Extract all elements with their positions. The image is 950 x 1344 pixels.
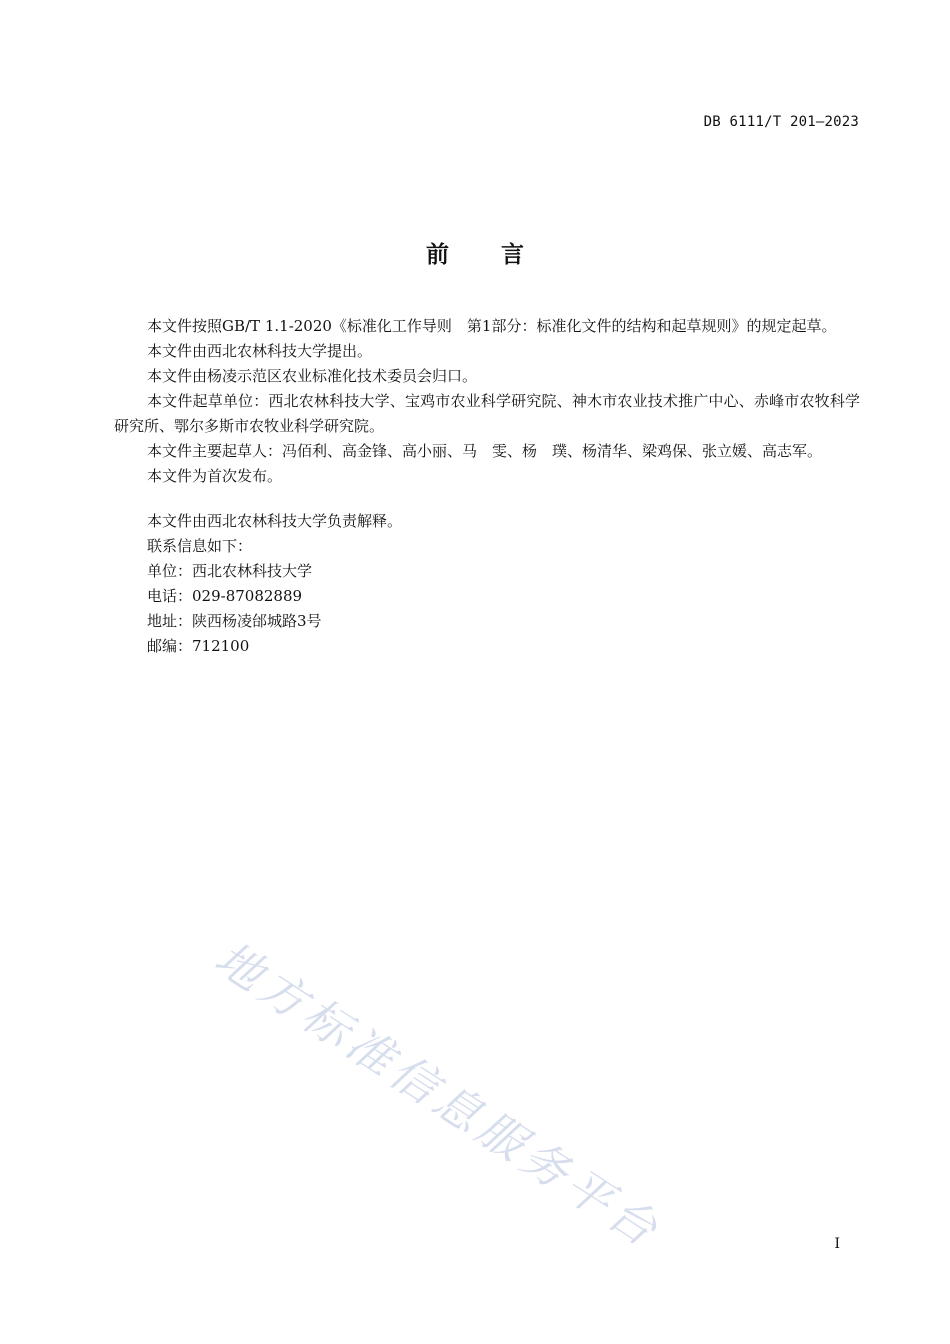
paragraph-first-release: 本文件为首次发布。 [147, 467, 283, 485]
page-title: 前言 [426, 242, 576, 268]
paragraph-proposer: 本文件由西北农林科技大学提出。 [147, 342, 373, 360]
page-number: I [834, 1236, 840, 1252]
contact-postcode: 邮编：712100 [147, 637, 250, 655]
paragraph-drafters: 本文件主要起草人：冯佰利、高金锋、高小丽、马 雯、杨 璞、杨清华、梁鸡保、张立媛、高志军。 [147, 442, 823, 460]
section-gap [114, 489, 860, 509]
contact-phone: 电话：029-87082889 [147, 587, 303, 605]
standard-code: DB 6111/T 201—2023 [703, 114, 859, 130]
watermark-text: 地方标准信息服务平台 [205, 930, 672, 1260]
contact-unit: 单位：西北农林科技大学 [147, 562, 313, 580]
contact-intro: 联系信息如下： [147, 537, 253, 555]
paragraph-drafting-units: 本文件起草单位：西北农林科技大学、宝鸡市农业科学研究院、神木市农业技术推广中心、赤峰市农牧科学研究所、鄂尔多斯市农牧业科学研究院。 [114, 392, 860, 435]
paragraph-centralized-unit: 本文件由杨凌示范区农业标准化技术委员会归口。 [147, 367, 478, 385]
contact-address: 地址：陕西杨凌邰城路3号 [147, 612, 322, 630]
foreword-body [114, 314, 860, 659]
contact-explanation: 本文件由西北农林科技大学负责解释。 [147, 512, 403, 530]
paragraph-drafting-basis: 本文件按照GB/T 1.1-2020《标准化工作导则 第1部分：标准化文件的结构和起草规则》的规定起草。 [147, 317, 837, 335]
